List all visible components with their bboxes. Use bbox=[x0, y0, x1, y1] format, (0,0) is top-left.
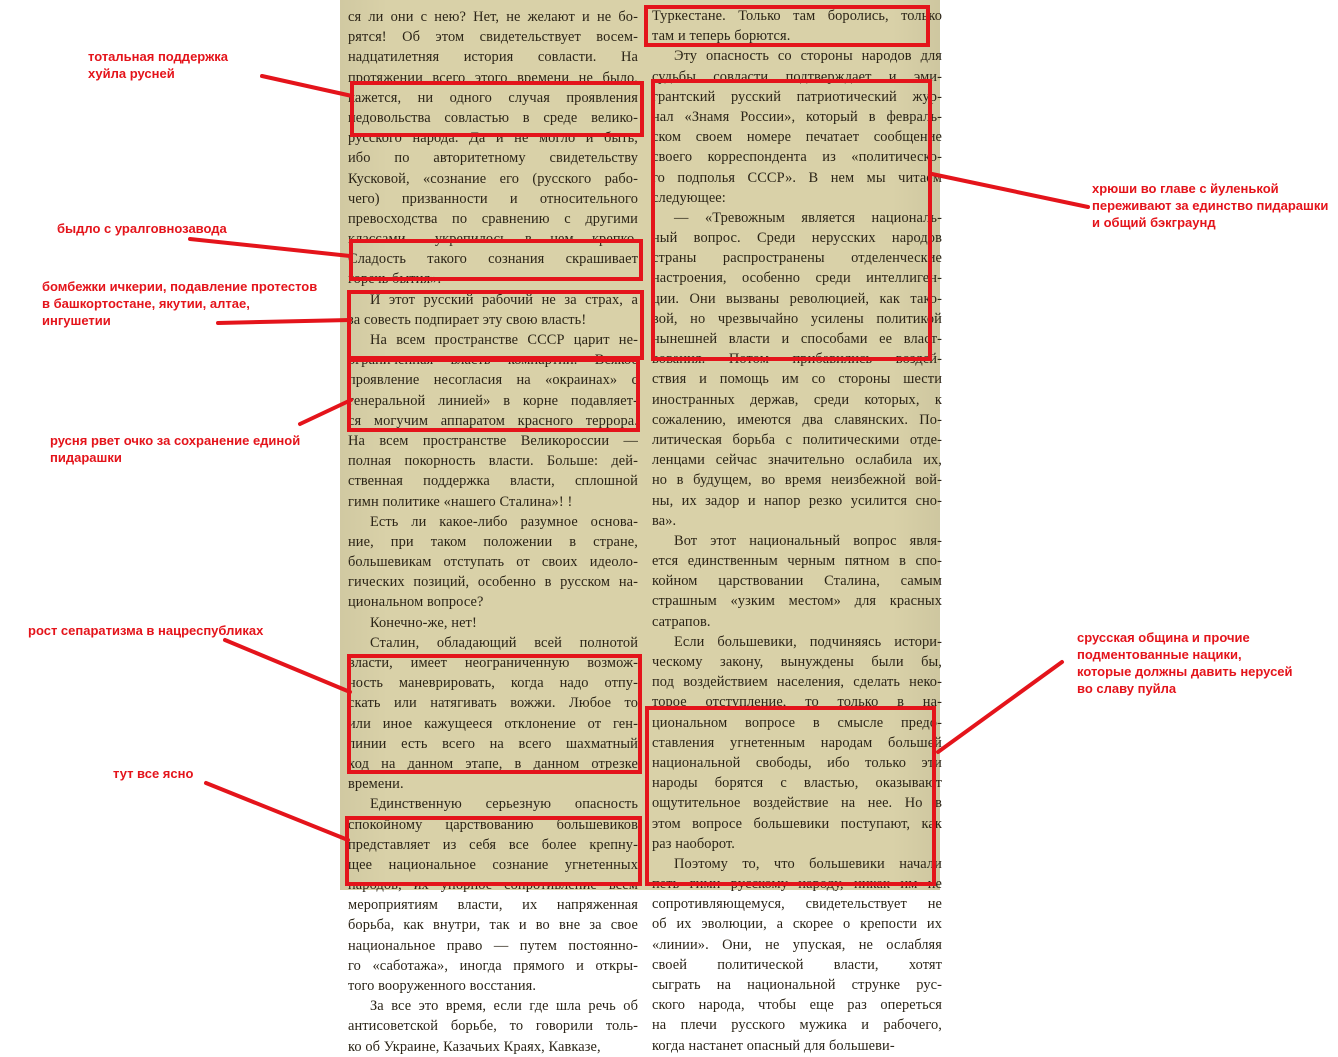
text-line: того вооруженного восстания. bbox=[348, 978, 537, 994]
annotation-note-6: тут все ясно bbox=[113, 766, 194, 781]
arrow-8 bbox=[938, 662, 1062, 752]
text-line: циональном вопросе в смысле предо- bbox=[652, 714, 942, 731]
text-line: ход на данном этапе, в данном отрезке bbox=[348, 755, 638, 772]
text-line: Сладость такого сознания скрашивает bbox=[348, 251, 638, 268]
text-line: Вот этот национальный вопрос явля- bbox=[674, 532, 942, 549]
arrow-5 bbox=[225, 640, 350, 692]
left-text-column bbox=[348, 7, 638, 1057]
text-line: своего корреспондента из «политическо- bbox=[652, 149, 942, 166]
text-line: ощутительное воздействие на нее. Но в bbox=[652, 795, 942, 812]
text-line: там и теперь борются. bbox=[652, 28, 791, 45]
text-line: ции. Они вызваны революцией, как тако- bbox=[652, 290, 942, 307]
text-line: превосходства по сравнению с другими bbox=[348, 210, 638, 227]
text-line: недовольства совластью в среде велико- bbox=[348, 109, 638, 126]
text-line: вования. Потом прибавились воздей- bbox=[652, 351, 942, 368]
text-line: гимн политике «нашего Сталина»! ! bbox=[348, 493, 573, 510]
text-line: ся могучим аппаратом красного террора. bbox=[348, 412, 638, 429]
text-line: за совесть подпирает эту свою власть! bbox=[348, 311, 587, 328]
text-line: «линии». Они, не упуская, не ослабляя bbox=[652, 936, 942, 953]
text-line: Эту опасность со стороны народов для bbox=[674, 48, 942, 65]
text-line: торое отступление, то только в на- bbox=[652, 694, 942, 711]
text-line: гических позиций, особенно в русском на- bbox=[348, 574, 638, 591]
text-line: борьба, как внутри, так и во вне за свое bbox=[348, 917, 638, 934]
annotation-note-4: русня рвет очко за сохранение единой пидарашки bbox=[50, 433, 301, 465]
arrow-7 bbox=[932, 174, 1088, 207]
text-line: ограниченная власть компартии. Всякое bbox=[348, 352, 638, 369]
text-line: под воздействием населения, сделать неко- bbox=[652, 674, 942, 691]
text-line: петь гимн русскому народу, никак им не bbox=[652, 876, 942, 893]
text-line: Поэтому то, что большевики начали bbox=[674, 855, 942, 872]
text-line: За все это время, если где шла речь об bbox=[370, 998, 638, 1015]
text-line: ческому закону, вынуждены были бы, bbox=[652, 654, 942, 670]
text-line: сатрапов. bbox=[652, 613, 711, 630]
text-line: кажется, ни одного случая проявления bbox=[348, 89, 638, 106]
text-line: литическая борьба с политическими отде- bbox=[652, 431, 942, 448]
text-line: полная покорность власти. Больше: дей- bbox=[348, 453, 638, 470]
text-line: генеральной линией» в корне подавляет- bbox=[348, 392, 638, 409]
text-line: об их эволюции, а скорее о крепости их bbox=[652, 916, 942, 933]
text-line: сопротивляющемуся, свидетельствует не bbox=[652, 896, 942, 913]
text-line: национальное право — путем постоянно- bbox=[348, 937, 638, 954]
arrow-2 bbox=[190, 239, 350, 256]
text-line: ском своем номере печатает сообщение bbox=[652, 129, 942, 146]
text-line: ны, их задор и напор резко усилится сно- bbox=[652, 492, 942, 509]
text-line: своей политической власти, хотят bbox=[652, 956, 942, 973]
text-line: этом вопросе большевики поступают, как bbox=[652, 815, 942, 832]
annotation-note-2: быдло с уралговнозавода bbox=[57, 221, 227, 236]
text-line: власти, имеет неограниченную возмож- bbox=[348, 655, 638, 671]
annotation-note-3: бомбежки ичкерии, подавление протестов в башкортостане, якутии, алтае, ингушетии bbox=[42, 279, 318, 328]
annotation-note-1: тотальная поддержка хуйла русней bbox=[88, 49, 229, 81]
text-line: Есть ли какое-либо разумное основа- bbox=[370, 513, 638, 530]
text-line: ственная поддержка власти, сплошной bbox=[348, 473, 638, 490]
text-line: ние, при таком положении в стране, bbox=[348, 533, 638, 550]
text-line: Кусковой, «сознание его (русского рабо- bbox=[348, 170, 638, 187]
scanned-page bbox=[340, 0, 942, 1055]
text-line: ся ли они с нею? Нет, не желают и не бо- bbox=[348, 9, 638, 25]
text-line: антисоветской борьбе, то говорили толь- bbox=[348, 1018, 638, 1035]
text-line: ва». bbox=[652, 512, 677, 529]
text-line: страны распространены отделенческие bbox=[652, 250, 942, 267]
text-line: классами... укрепилось в нем крепко. bbox=[348, 231, 638, 248]
text-line: Сталин, обладающий всей полнотой bbox=[370, 634, 638, 651]
text-line: Туркестане. Только там боролись, только bbox=[652, 8, 942, 24]
text-line: го «саботажа», иногда прямого и откры- bbox=[348, 957, 638, 974]
arrow-1 bbox=[262, 76, 352, 96]
text-line: иностранных держав, среди которых, к bbox=[652, 391, 942, 408]
arrow-6 bbox=[206, 783, 348, 840]
text-line: Конечно-же, нет! bbox=[370, 614, 477, 631]
annotation-note-5: рост сепаратизма в нацреспубликах bbox=[28, 623, 264, 638]
text-line: И этот русский рабочий не за страх, а bbox=[370, 291, 638, 308]
text-line: народов, их упорное сопротивление всем bbox=[348, 877, 638, 894]
text-line: русского народа. Да и не могло и быть, bbox=[348, 130, 638, 147]
text-line: ленцами сейчас значительно ослабила их, bbox=[652, 452, 942, 469]
text-line: страшным «узким местом» для красных bbox=[652, 593, 942, 610]
right-text-column bbox=[652, 6, 942, 1056]
text-line: го подполья СССР». В нем мы читаем bbox=[652, 169, 942, 186]
text-line: Если большевики, подчиняясь истори- bbox=[674, 633, 942, 650]
text-line: большевикам отступать от своих идеоло- bbox=[348, 554, 638, 571]
text-line: линии есть всего на всего шахматный bbox=[348, 735, 638, 752]
text-line: скать или натягивать вожжи. Любое то bbox=[348, 695, 638, 712]
text-line: щее национальное сознание угнетенных bbox=[348, 856, 638, 873]
text-line: циональном вопросе? bbox=[348, 594, 484, 611]
text-line: ибо по авторитетному свидетельству bbox=[348, 150, 638, 167]
text-line: нал «Знамя России», который в февраль- bbox=[652, 108, 942, 125]
text-line: на плечи русского мужика и рабочего, bbox=[652, 1017, 942, 1034]
text-line: настроения, особенно среди интеллиген- bbox=[652, 270, 942, 287]
text-line: На всем пространстве Великороссии — bbox=[348, 432, 638, 449]
text-line: национальной свободы, ибо только эти bbox=[652, 754, 942, 771]
text-line: надцатилетняя история совласти. На bbox=[348, 49, 638, 66]
text-line: рятся! Об этом свидетельствует восем- bbox=[348, 29, 638, 46]
text-line: сожалению, имеются два славянских. По- bbox=[652, 411, 942, 428]
text-line: следующее: bbox=[652, 189, 726, 206]
text-line: мероприятиям власти, их напряженная bbox=[348, 897, 638, 914]
text-line: грантский русский патриотический жур- bbox=[652, 88, 942, 105]
text-line: народы борятся с властью, оказывают bbox=[652, 775, 942, 792]
text-line: ставления угнетенным народам большей bbox=[652, 734, 942, 751]
text-line: раз наоборот. bbox=[652, 835, 735, 852]
text-line: ность маневрировать, когда надо отпу- bbox=[348, 675, 638, 692]
text-line: проявление несогласия на «окраинах» с bbox=[348, 372, 638, 389]
annotation-note-8: срусская община и прочие подментованные нацики, которые должны давить нерусей во славу пуйла bbox=[1077, 630, 1293, 696]
text-line: ко об Украине, Казачьих Краях, Кавказе, bbox=[348, 1038, 601, 1055]
text-line: протяжении всего этого времени не было, bbox=[348, 69, 638, 86]
text-line: ется единственным черным пятном в спо- bbox=[652, 553, 942, 570]
text-line: когда настанет опасный для большеви- bbox=[652, 1037, 895, 1054]
text-line: На всем пространстве СССР царит не- bbox=[370, 332, 638, 348]
text-line: спокойному царствованию большевиков bbox=[348, 816, 638, 833]
text-line: Единственную серьезную опасность bbox=[370, 796, 638, 813]
text-line: или иное кажущееся отклонение от ген- bbox=[348, 715, 638, 732]
text-line: судьбы совласти подтверждает и эми- bbox=[652, 68, 942, 85]
text-line: ского народа, чтобы еще раз опереться bbox=[652, 997, 942, 1014]
text-line: ствия и помощь им со стороны шести bbox=[652, 371, 942, 388]
text-line: но в будущем, во время неизбежной вой- bbox=[652, 472, 942, 489]
text-line: представляет из себя все более крепну- bbox=[348, 836, 638, 853]
text-line: вой, но чрезвычайно усилены политикой bbox=[652, 310, 942, 327]
text-line: нынешней власти и способами ее власт- bbox=[652, 331, 942, 347]
text-line: сыграть на национальной струнке рус- bbox=[652, 977, 942, 993]
text-line: горечь бытия». bbox=[348, 271, 442, 288]
text-line: чего) призванности и относительного bbox=[348, 190, 638, 207]
text-line: койном царствовании Сталина, самым bbox=[652, 573, 942, 590]
text-line: времени. bbox=[348, 776, 404, 793]
annotation-note-7: хрюши во главе с йуленькой переживают за единство пидарашки и общий бэкграунд bbox=[1092, 181, 1329, 230]
text-line: — «Тревожным является националь- bbox=[674, 209, 942, 226]
text-line: ный вопрос. Среди нерусских народов bbox=[652, 230, 942, 247]
